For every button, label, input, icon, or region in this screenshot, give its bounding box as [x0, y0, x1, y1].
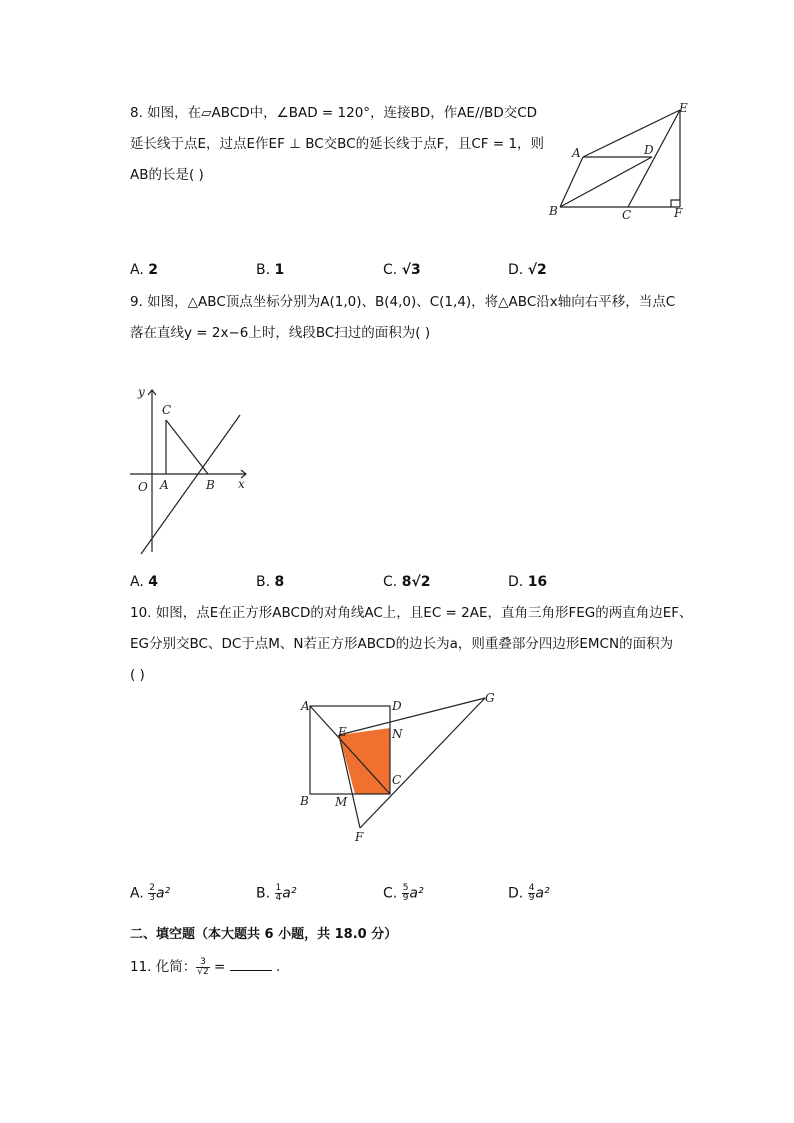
q8-line2: 延长线于点E，过点E作EF ⊥ BC交BC的延长线于点F，且CF = 1，则	[130, 136, 545, 152]
q10-line3: ( )	[130, 667, 145, 683]
q9-figure	[128, 382, 258, 562]
q10-line1: 10. 如图，点E在正方形ABCD的对角线AC上，且EC = 2AE，直角三角形FEG的两直角边EF、	[130, 605, 693, 621]
q9-label-B: B	[206, 478, 215, 492]
q8-label-F: F	[674, 206, 683, 220]
q11-fraction: $\frac{3}{√2}$	[197, 956, 209, 977]
q10-label-F: F	[355, 830, 364, 844]
q10-line2: EG分别交BC、DC于点M、N若正方形ABCD的边长为a，则重叠部分四边形EMCN的面积为	[130, 636, 674, 652]
q10-option-a[interactable]: A. $\frac{2}{3}$ a²	[130, 883, 171, 903]
q11	[130, 957, 280, 977]
q8-label-D: D	[644, 143, 654, 157]
q8-label-E: E	[679, 101, 688, 115]
q10-figure	[295, 690, 505, 850]
q9-label-x: x	[238, 477, 245, 491]
q9-option-b[interactable]: B. 8	[256, 574, 285, 590]
q10-label-N: N	[392, 727, 403, 741]
q10-label-G: G	[485, 691, 495, 705]
q8-option-c[interactable]: C. √3	[383, 262, 421, 278]
q9-label-O: O	[138, 480, 148, 494]
q8-option-b[interactable]: B. 1	[256, 262, 285, 278]
q9-line2: 落在直线y = 2x−6上时，线段BC扫过的面积为( )	[130, 325, 431, 341]
section-heading: 二、填空题（本大题共 6 小题，共 18.0 分）	[130, 927, 398, 942]
q9-option-d[interactable]: D. 16	[508, 574, 548, 590]
q8-figure	[540, 100, 700, 225]
q9-label-C: C	[162, 403, 172, 417]
q8-label-B: B	[549, 204, 558, 218]
q11-equals: =	[214, 959, 226, 975]
q9-label-y: y	[138, 385, 145, 399]
q11-end: .	[275, 959, 281, 975]
q9-line1: 9. 如图，△ABC顶点坐标分别为A(1,0)、B(4,0)、C(1,4)，将△ABC沿x轴向右平移，当点C	[130, 294, 676, 310]
q8-option-a[interactable]: A. 2	[130, 262, 158, 278]
q10-label-B: B	[300, 794, 309, 808]
q8-line3: AB的长是( )	[130, 167, 204, 183]
q11-answer-blank[interactable]	[230, 958, 272, 971]
q8-line1: 8. 如图，在▱ABCD中，∠BAD = 120°，连接BD，作AE//BD交CD	[130, 105, 538, 121]
q9-label-A: A	[160, 478, 169, 492]
q10-label-C: C	[392, 773, 402, 787]
q10-label-A: A	[301, 699, 310, 713]
q9-option-c[interactable]: C. 8√2	[383, 574, 431, 590]
q8-option-d[interactable]: D. √2	[508, 262, 547, 278]
q10-option-c[interactable]: C. $\frac{5}{9}$ a²	[383, 883, 424, 903]
q10-label-M: M	[335, 795, 348, 809]
q9-option-a[interactable]: A. 4	[130, 574, 158, 590]
q10-option-b[interactable]: B. $\frac{1}{4}$ a²	[256, 883, 297, 903]
q8-label-C: C	[622, 208, 632, 222]
q10-label-D: D	[392, 699, 402, 713]
q10-option-d[interactable]: D. $\frac{4}{9}$ a²	[508, 883, 550, 903]
q10-label-E: E	[338, 725, 347, 739]
q8-label-A: A	[572, 146, 581, 160]
q11-prefix: 11. 化简：	[130, 959, 197, 975]
